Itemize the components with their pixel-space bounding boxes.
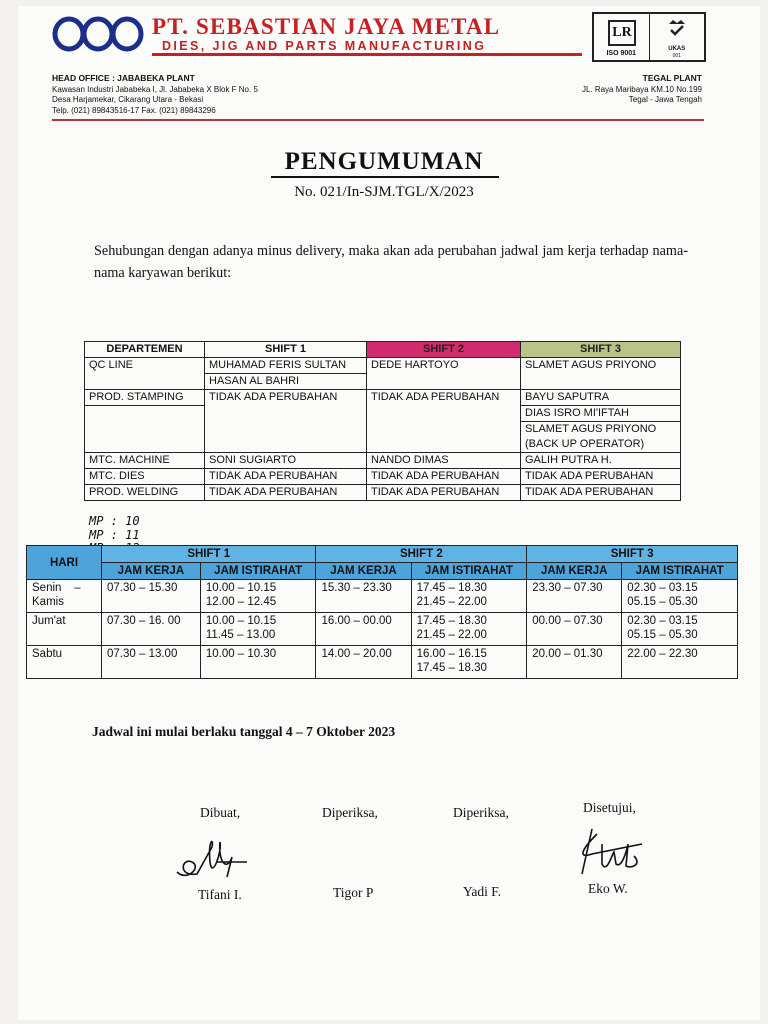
company-name: PT. SEBASTIAN JAYA METAL (152, 14, 501, 39)
ukas-code: 001 (672, 53, 681, 59)
table-cell: DIAS ISRO MI'IFTAH (521, 406, 681, 422)
signature-name-tigor: Tigor P (333, 885, 374, 900)
table-cell (200, 580, 316, 613)
crown-check-icon (666, 18, 688, 38)
table-row (85, 453, 681, 469)
signature-role-disetujui: Disetujui, (583, 800, 636, 815)
time-range: 23.30 – 07.30 (532, 582, 603, 594)
schedule-shift-header-row (27, 546, 738, 563)
day-name (32, 581, 96, 595)
day-name-start: Senin (32, 582, 62, 594)
letterhead-underline (152, 53, 582, 56)
table-cell: DEDE HARTOYO (367, 358, 521, 374)
table-cell (411, 613, 527, 646)
table-cell: MUHAMAD FERIS SULTAN (205, 358, 367, 374)
table-cell (316, 580, 411, 613)
table-cell: (BACK UP OPERATOR) (521, 437, 681, 453)
table-cell (205, 437, 367, 453)
time-range: 05.15 – 05.30 (627, 596, 698, 608)
validity-statement: Jadwal ini mulai berlaku tanggal 4 – 7 Oktober 2023 (92, 724, 396, 739)
company-tagline: DIES, JIG AND PARTS MANUFACTURING (162, 39, 487, 53)
table-cell (85, 374, 205, 390)
table-cell: NANDO DIMAS (367, 453, 521, 469)
branch-title: TEGAL PLANT (642, 73, 702, 83)
time-range: 22.00 – 22.30 (627, 648, 698, 660)
table-row (27, 646, 738, 679)
table-row (85, 358, 681, 374)
day-name: Sabtu (32, 648, 63, 660)
time-range: 17.45 – 18.30 (416, 582, 487, 594)
header-shift-1: SHIFT 1 (205, 342, 367, 358)
header-jam-kerja: JAM KERJA (102, 563, 201, 580)
branch-line2: Tegal - Jawa Tengah (628, 95, 702, 104)
announcement-number: No. 021/In-SJM.TGL/X/2023 (294, 184, 474, 200)
table-cell: QC LINE (85, 358, 205, 374)
table-cell (85, 406, 205, 422)
table-cell: MTC. DIES (85, 469, 205, 485)
table-cell: TIDAK ADA PERUBAHAN (367, 469, 521, 485)
header-jam-istirahat: JAM ISTIRAHAT (200, 563, 316, 580)
head-office-line1: Kawasan Industri Jababeka I, Jl. Jababeka X Blok F No. 5 (52, 84, 258, 94)
day-range-dash: – (74, 582, 81, 594)
schedule-table (26, 545, 738, 679)
table-cell (102, 580, 201, 613)
header-jam-istirahat: JAM ISTIRAHAT (411, 563, 527, 580)
table-cell: SLAMET AGUS PRIYONO (521, 358, 681, 374)
signature-name-eko: Eko W. (588, 881, 628, 896)
handwritten-note: MP : 10 (89, 514, 140, 528)
table-cell: SONI SUGIARTO (205, 453, 367, 469)
table-cell (205, 406, 367, 422)
intro-paragraph: Sehubungan dengan adanya minus delivery, maka akan ada perubahan jadwal jam kerja terhadap nama-nama karyawan berikut: (94, 243, 688, 281)
signature-role-diperiksa-1: Diperiksa, (322, 805, 378, 820)
time-range: 00.00 – 07.30 (532, 615, 603, 627)
table-cell (102, 613, 201, 646)
day-name: Jum'at (32, 615, 66, 627)
table-cell (316, 613, 411, 646)
table-cell (316, 646, 411, 679)
signature-scribble-eko (572, 824, 652, 879)
table-cell (622, 613, 738, 646)
time-range: 10.00 – 10.15 (205, 582, 277, 594)
table-cell (367, 406, 521, 422)
table-row (85, 390, 681, 406)
table-cell: TIDAK ADA PERUBAHAN (367, 485, 521, 501)
table-cell (85, 422, 205, 438)
table-cell (527, 580, 622, 613)
table-cell: PROD. STAMPING (85, 390, 205, 406)
certification-badges (592, 12, 706, 62)
table-row (85, 437, 681, 453)
time-range: 21.45 – 22.00 (416, 629, 487, 641)
time-range: 10.00 – 10.30 (205, 648, 277, 660)
table-cell (200, 613, 316, 646)
signature-name-yadi: Yadi F. (463, 884, 502, 899)
header-hari: HARI (27, 546, 102, 580)
table-cell (527, 646, 622, 679)
head-office-line2: Desa Harjamekar, Cikarang Utara - Bekasi (52, 95, 204, 104)
day-cell (27, 646, 102, 679)
header-shift-2: SHIFT 2 (316, 546, 527, 563)
time-range: 02.30 – 03.15 (627, 582, 698, 594)
time-range: 07.30 – 13.00 (107, 648, 178, 660)
table-row (85, 374, 681, 390)
time-range: 07.30 – 16. 00 (107, 615, 181, 627)
time-range: 11.45 – 13.00 (205, 629, 276, 641)
table-cell: TIDAK ADA PERUBAHAN (367, 390, 521, 406)
table-cell (205, 422, 367, 438)
ukas-badge (650, 14, 705, 60)
table-cell (200, 646, 316, 679)
iso-label: ISO 9001 (606, 50, 637, 57)
time-range: 14.00 – 20.00 (321, 648, 392, 660)
table-row (27, 613, 738, 646)
table-cell: TIDAK ADA PERUBAHAN (205, 485, 367, 501)
table-cell (85, 437, 205, 453)
time-range: 02.30 – 03.15 (627, 615, 698, 627)
time-range: 20.00 – 01.30 (532, 648, 603, 660)
header-shift-3: SHIFT 3 (521, 342, 681, 358)
title-underline (271, 176, 499, 178)
lr-logo-icon: LR (608, 20, 636, 46)
day-cell (27, 613, 102, 646)
iso-certification-badge (594, 14, 650, 60)
company-logo-rings (52, 14, 144, 54)
head-office-address (52, 73, 258, 116)
table-cell: HASAN AL BAHRI (205, 374, 367, 390)
table-cell (411, 646, 527, 679)
time-range: 05.15 – 05.30 (627, 629, 698, 641)
table-row (85, 469, 681, 485)
time-range: 07.30 – 15.30 (107, 582, 178, 594)
table-cell: TIDAK ADA PERUBAHAN (521, 485, 681, 501)
table-cell (527, 613, 622, 646)
branch-line1: JL. Raya Maribaya KM.10 No.199 (581, 84, 702, 94)
header-jam-istirahat: JAM ISTIRAHAT (622, 563, 738, 580)
branch-address (582, 73, 702, 106)
table-header-row (85, 342, 681, 358)
time-range: 17.45 – 18.30 (416, 662, 487, 674)
header-jam-kerja: JAM KERJA (316, 563, 411, 580)
header-shift-3: SHIFT 3 (527, 546, 738, 563)
table-cell (367, 422, 521, 438)
table-cell (622, 646, 738, 679)
table-cell: MTC. MACHINE (85, 453, 205, 469)
signature-scribble-tifani (172, 832, 252, 887)
time-range: 17.45 – 18.30 (416, 615, 487, 627)
header-shift-1: SHIFT 1 (102, 546, 316, 563)
signature-name-tifani: Tifani I. (198, 887, 242, 902)
table-cell (411, 580, 527, 613)
header-departemen: DEPARTEMEN (85, 342, 205, 358)
table-cell (367, 374, 521, 390)
time-range: 21.45 – 22.00 (416, 596, 487, 608)
table-row (27, 580, 738, 613)
time-range: 12.00 – 12.45 (205, 596, 277, 608)
table-cell (102, 646, 201, 679)
schedule-sub-header-row (27, 563, 738, 580)
header-divider (52, 119, 704, 121)
handwritten-note: MP : 11 (89, 528, 140, 542)
table-row (85, 485, 681, 501)
table-row (85, 422, 681, 438)
signature-role-diperiksa-2: Diperiksa, (453, 805, 509, 820)
staff-shift-table (84, 341, 681, 501)
table-cell: TIDAK ADA PERUBAHAN (205, 469, 367, 485)
table-cell (521, 374, 681, 390)
time-range: 15.30 – 23.30 (321, 582, 392, 594)
table-cell (622, 580, 738, 613)
header-jam-kerja: JAM KERJA (527, 563, 622, 580)
time-range: 16.00 – 16.15 (416, 648, 487, 660)
time-range: 10.00 – 10.15 (205, 615, 277, 627)
table-cell: BAYU SAPUTRA (521, 390, 681, 406)
day-cell (27, 580, 102, 613)
header-shift-2: SHIFT 2 (367, 342, 521, 358)
time-range: 16.00 – 00.00 (321, 615, 392, 627)
table-cell (367, 437, 521, 453)
table-cell: SLAMET AGUS PRIYONO (521, 422, 681, 438)
head-office-phone: Telp. (021) 89843516-17 Fax. (021) 89843296 (52, 105, 216, 115)
page-title: PENGUMUMAN (284, 148, 484, 175)
signature-role-dibuat: Dibuat, (200, 805, 241, 820)
table-row (85, 406, 681, 422)
table-cell: TIDAK ADA PERUBAHAN (521, 469, 681, 485)
day-name-end: Kamis (32, 596, 64, 608)
head-office-title: HEAD OFFICE : JABABEKA PLANT (52, 73, 195, 83)
ukas-label: UKAS (668, 46, 686, 52)
table-cell: GALIH PUTRA H. (521, 453, 681, 469)
table-cell: TIDAK ADA PERUBAHAN (205, 390, 367, 406)
table-cell: PROD. WELDING (85, 485, 205, 501)
